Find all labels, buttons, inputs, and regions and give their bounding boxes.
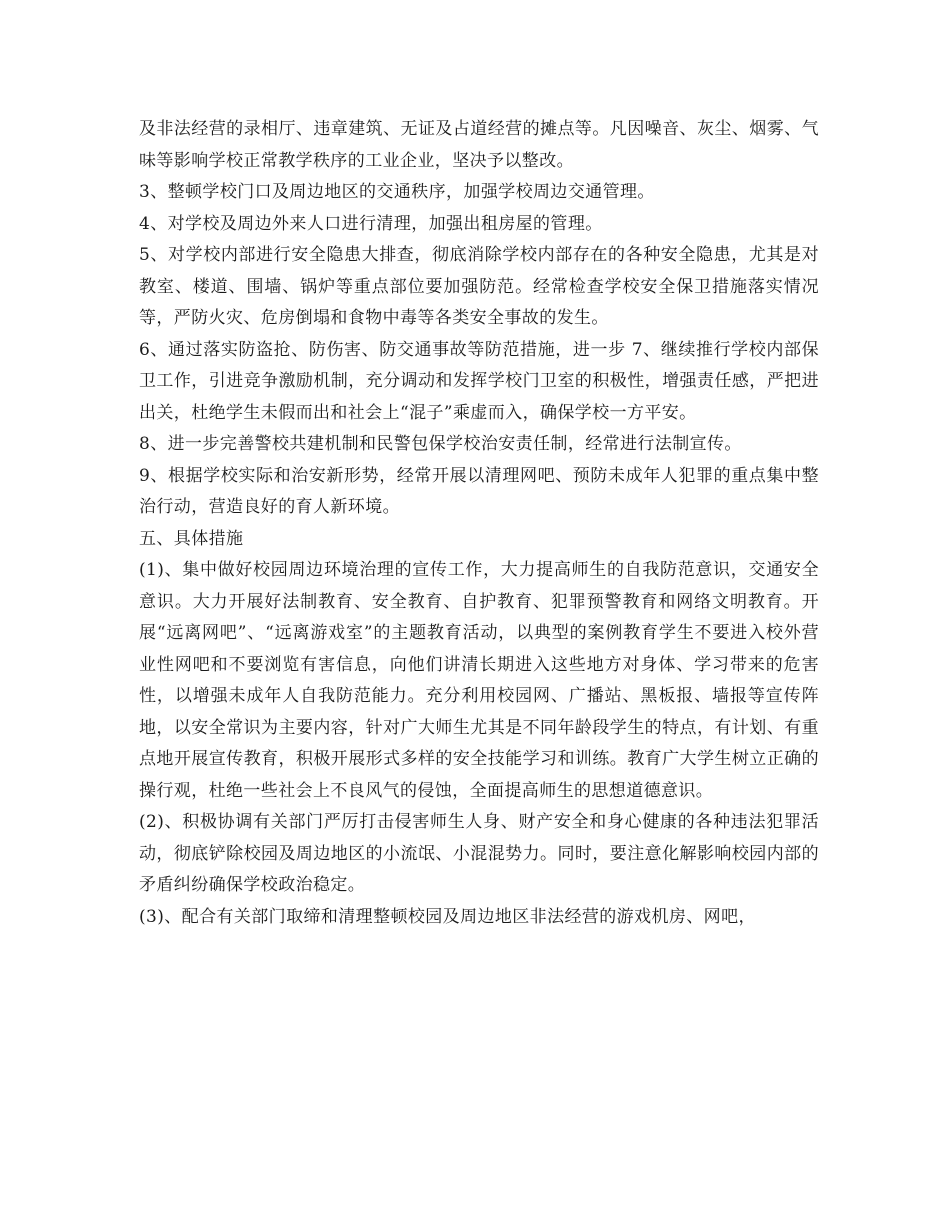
section-heading: 五、具体措施 xyxy=(139,528,244,549)
paragraph-item-8: 8、进一步完善警校共建机制和民警包保学校治安责任制，经常进行法制宣传。 xyxy=(139,434,742,454)
measure-3: (3)、配合有关部门取缔和清理整顿校园及周边地区非法经营的游戏机房、网吧， xyxy=(139,906,756,927)
document-body xyxy=(139,114,819,933)
paragraph-item-5: 5、对学校内部进行安全隐患大排查，彻底消除学校内部存在的各种安全隐患，尤其是对教室、楼道、围墙、锅炉等重点部位要加强防范。经常检查学校安全保卫措施落实情况等，严防火灾、危房倒塌和食物中毒等各类安全事故的发生。 xyxy=(139,245,819,328)
paragraph-item-4: 4、对学校及周边外来人口进行清理，加强出租房屋的管理。 xyxy=(139,213,603,234)
paragraph-item-3: 3、整顿学校门口及周边地区的交通秩序，加强学校周边交通管理。 xyxy=(139,182,655,202)
measure-2: (2)、积极协调有关部门严厉打击侵害师生人身、财产安全和身心健康的各种违法犯罪活动，彻底铲除校园及周边地区的小流氓、小混混势力。同时，要注意化解影响校园内部的矛盾纠纷确保学校政治稳定。 xyxy=(139,812,819,895)
measure-1: (1)、集中做好校园周边环境治理的宣传工作，大力提高师生的自我防范意识，交通安全意识。大力开展好法制教育、安全教育、自护教育、犯罪预警教育和网络文明教育。开展“远离网吧”、“远离游戏室”的主题教育活动，以典型的案例教育学生不要进入校外营业性网吧和不要浏览有害信息，向他们讲清长期进入这些地方对身体、学习带来的危害性，以增强未成年人自我防范能力。充分利用校园网、广播站、黑板报、墙报等宣传阵地，以安全常识为主要内容，针对广大师生尤其是不同年龄段学生的特点，有计划、有重点地开展宣传教育，积极开展形式多样的安全技能学习和训练。教育广大学生树立正确的操行观，杜绝一些社会上不良风气的侵蚀，全面提高师生的思想道德意识。 xyxy=(139,560,819,801)
paragraph-item-9: 9、根据学校实际和治安新形势，经常开展以清理网吧、预防未成年人犯罪的重点集中整治行动，营造良好的育人新环境。 xyxy=(139,465,819,517)
paragraph-item-6: 6、通过落实防盗抢、防伤害、防交通事故等防范措施，进一步 7、继续推行学校内部保卫工作，引进竞争激励机制，充分调动和发挥学校门卫室的积极性，增强责任感，严把进出关，杜绝学生未假而出和社会上“混子”乘虚而入，确保学校一方平安。 xyxy=(139,339,819,423)
paragraph-continuation: 及非法经营的录相厅、违章建筑、无证及占道经营的摊点等。凡因噪音、灰尘、烟雾、气味等影响学校正常教学秩序的工业企业，坚决予以整改。 xyxy=(139,119,819,171)
